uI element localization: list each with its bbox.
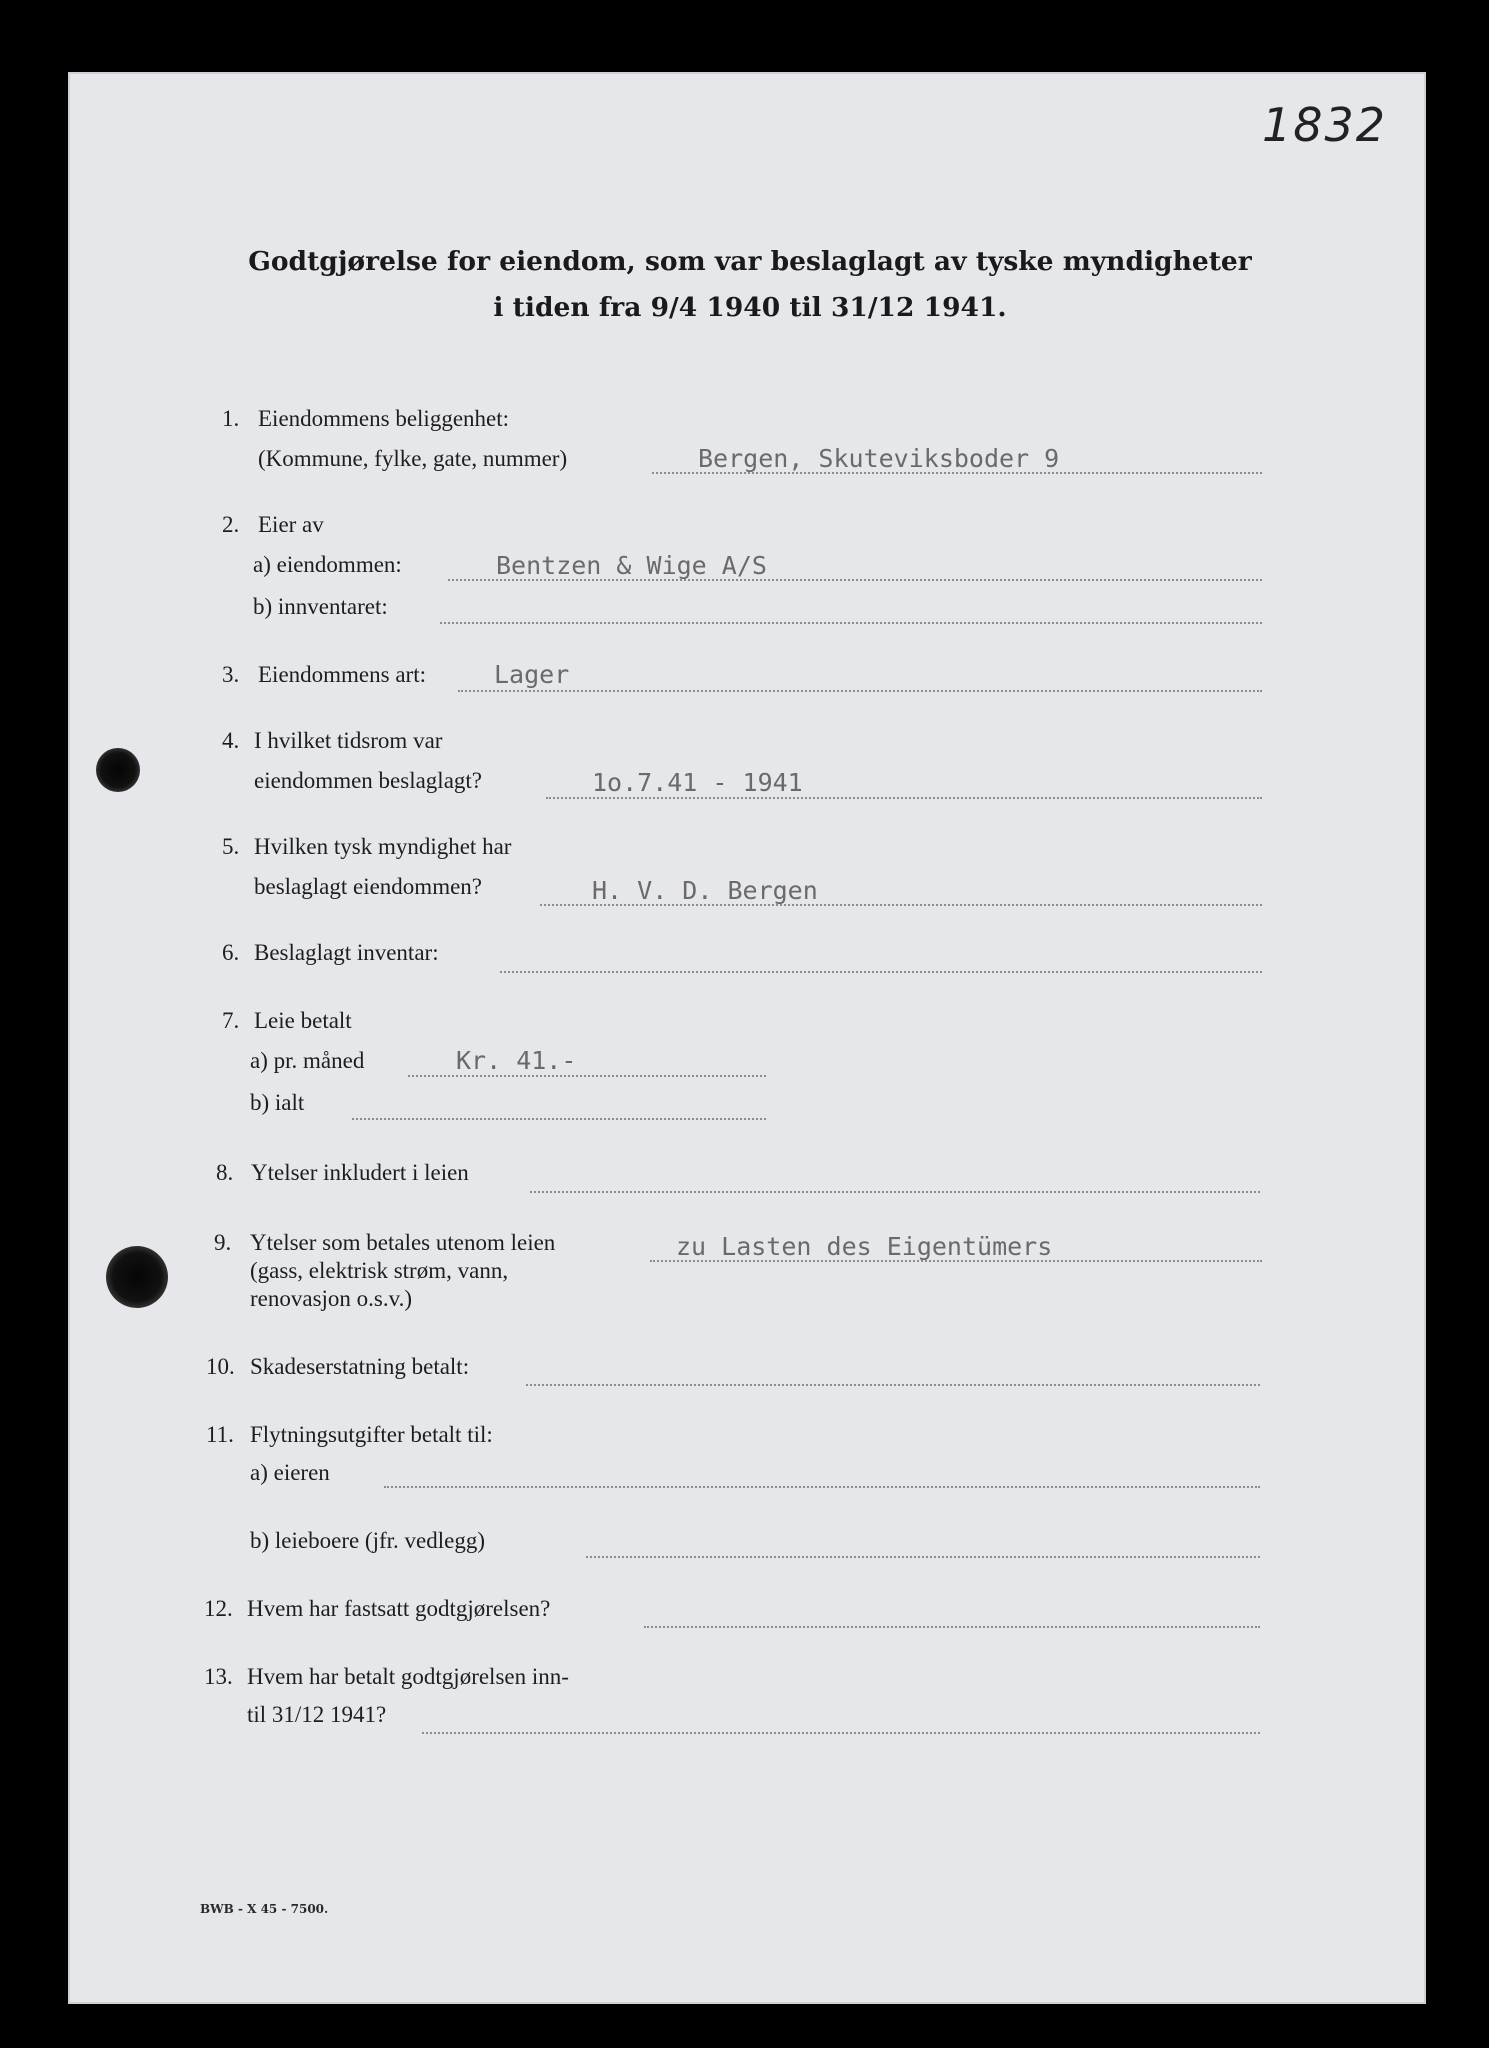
q7-number: 7. [222, 1008, 240, 1033]
q7a-dotted-line [408, 1075, 766, 1077]
q10-label: Skadeserstatning betalt: [250, 1354, 470, 1379]
q6-dotted-line [500, 971, 1262, 973]
q12-dotted-line [644, 1626, 1260, 1628]
q4-value: 1o.7.41 - 1941 [592, 768, 803, 797]
q10-dotted-line [526, 1384, 1260, 1386]
q2-number: 2. [222, 512, 240, 537]
form-title-line-1: Godtgjørelse for eiendom, som var beslaglagt av tyske myndigheter [248, 246, 1252, 277]
q2a-value: Bentzen & Wige A/S [496, 551, 767, 580]
q6-number: 6. [222, 940, 240, 965]
print-code-footer: BWB - X 45 - 7500. [200, 1902, 329, 1916]
q4-dotted-line [546, 797, 1262, 799]
q7b-dotted-line [352, 1118, 766, 1120]
q8-dotted-line [530, 1191, 1260, 1193]
q7a-value: Kr. 41.- [456, 1046, 577, 1075]
q12-label: Hvem har fastsatt godtgjørelsen? [247, 1596, 551, 1621]
punch-hole-bottom [106, 1246, 168, 1308]
q2a-label: a) eiendommen: [253, 552, 402, 577]
q1-sublabel: (Kommune, fylke, gate, nummer) [258, 446, 568, 471]
q13-label: Hvem har betalt godtgjørelsen inn- [247, 1664, 569, 1689]
q11a-dotted-line [384, 1486, 1260, 1488]
q5-number: 5. [222, 834, 240, 859]
q2-label: Eier av [258, 512, 324, 537]
q9-label: Ytelser som betales utenom leien [250, 1230, 556, 1255]
q9-sublabel-2: renovasjon o.s.v.) [250, 1286, 413, 1311]
q9-value: zu Lasten des Eigentümers [676, 1232, 1053, 1261]
q9-number: 9. [214, 1230, 232, 1255]
punch-hole-top [96, 748, 140, 792]
q11-number: 11. [206, 1422, 234, 1447]
q13-dotted-line [422, 1732, 1260, 1734]
q11b-label: b) leieboere (jfr. vedlegg) [250, 1528, 485, 1553]
q11-label: Flytningsutgifter betalt til: [250, 1422, 493, 1447]
q5-label: Hvilken tysk myndighet har [254, 834, 512, 859]
q11b-dotted-line [586, 1556, 1260, 1558]
q1-label: Eiendommens beliggenhet: [258, 406, 510, 431]
q7-label: Leie betalt [254, 1008, 352, 1033]
q10-number: 10. [206, 1354, 235, 1379]
q5-value: H. V. D. Bergen [592, 876, 818, 905]
q2b-label: b) innventaret: [253, 594, 388, 619]
q1-value: Bergen, Skuteviksboder 9 [698, 444, 1060, 473]
q2b-dotted-line [440, 622, 1262, 624]
q7a-label: a) pr. måned [250, 1048, 365, 1073]
q3-number: 3. [222, 662, 240, 687]
q13-number: 13. [204, 1664, 233, 1689]
handwritten-page-number: 1832 [1262, 98, 1388, 152]
q7b-label: b) ialt [250, 1090, 305, 1115]
q1-number: 1. [222, 406, 240, 431]
q13-sublabel: til 31/12 1941? [247, 1702, 387, 1727]
q4-label: I hvilket tidsrom var [254, 728, 443, 753]
q3-label: Eiendommens art: [258, 662, 426, 687]
q11a-label: a) eieren [250, 1460, 330, 1485]
q5-sublabel: beslaglagt eiendommen? [254, 874, 483, 899]
q4-number: 4. [222, 728, 240, 753]
form-title-line-2: i tiden fra 9/4 1940 til 31/12 1941. [493, 292, 1007, 323]
q12-number: 12. [204, 1596, 233, 1621]
q3-value: Lager [494, 660, 570, 689]
q6-label: Beslaglagt inventar: [254, 940, 439, 965]
q8-number: 8. [216, 1160, 234, 1185]
q3-dotted-line [458, 690, 1262, 692]
q4-sublabel: eiendommen beslaglagt? [254, 768, 483, 793]
q9-sublabel-1: (gass, elektrisk strøm, vann, [250, 1258, 509, 1283]
q8-label: Ytelser inkludert i leien [251, 1160, 469, 1185]
